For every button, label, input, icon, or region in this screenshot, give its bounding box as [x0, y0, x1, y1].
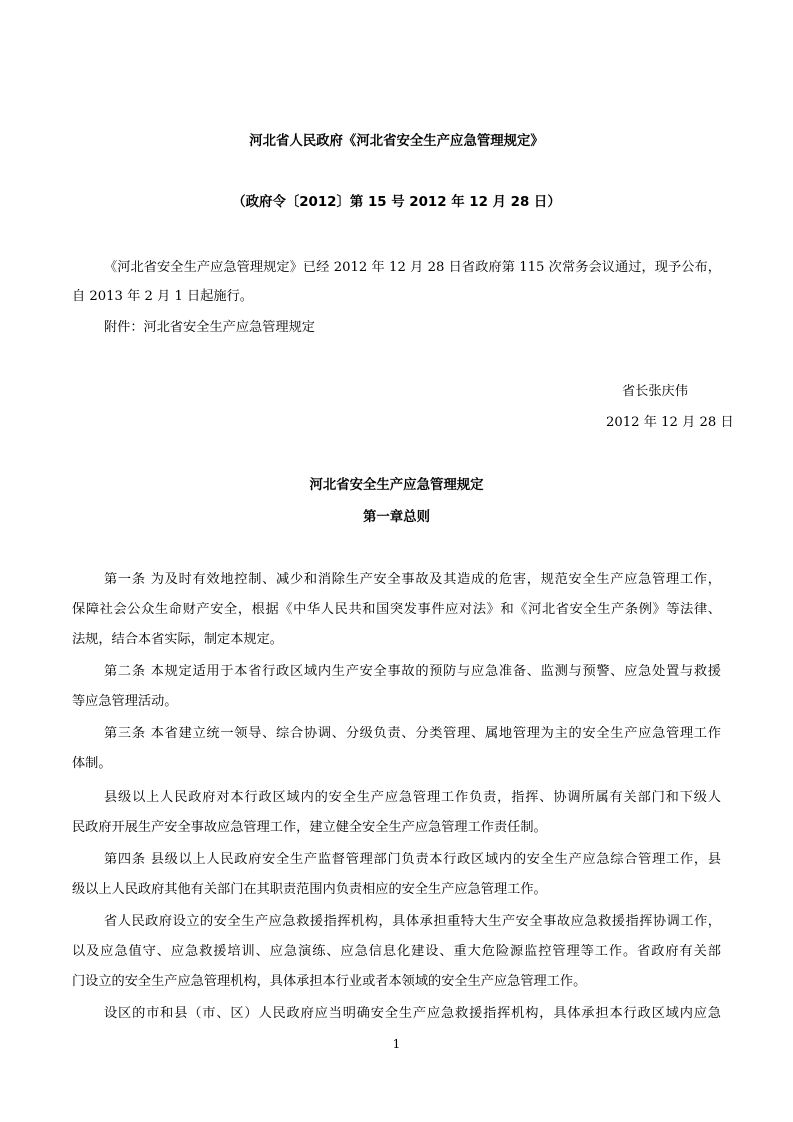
signer-name: 省长张庆伟 [622, 384, 688, 399]
article-3-para-2-line-1: 县级以上人民政府对本行政区域内的安全生产应急管理工作负责，指挥、协调所属有关部门和下级人 [104, 790, 721, 805]
order-number-line: （政府令〔2012〕第 15 号 2012 年 12 月 28 日） [232, 195, 561, 210]
page-number: 1 [392, 1037, 401, 1051]
article-3-para-2-line-2: 民政府开展生产安全事故应急管理工作，建立健全安全生产应急管理工作责任制。 [72, 820, 547, 835]
article-1-line-1: 第一条 为及时有效地控制、减少和消除生产安全事故及其造成的危害，规范安全生产应急管理工作， [104, 572, 721, 587]
document-title: 河北省人民政府《河北省安全生产应急管理规定》 [249, 134, 544, 149]
article-4-para-2-line-3: 门设立的安全生产应急管理机构，具体承担本行业或者本领域的安全生产应急管理工作。 [72, 974, 587, 989]
article-3-line-1: 第三条 本省建立统一领导、综合协调、分级负责、分类管理、属地管理为主的安全生产应急管理工作 [104, 726, 721, 741]
article-4-line-2: 级以上人民政府其他有关部门在其职责范围内负责相应的安全生产应急管理工作。 [72, 882, 547, 897]
article-1-line-3: 法规，结合本省实际，制定本规定。 [72, 632, 283, 647]
rules-title: 河北省安全生产应急管理规定 [309, 478, 484, 493]
intro-line-1: 《河北省安全生产应急管理规定》已经 2012 年 12 月 28 日省政府第 115 次常务会议通过，现予公布， [104, 260, 721, 275]
article-3-line-2: 体制。 [72, 756, 112, 771]
article-1-line-2: 保障社会公众生命财产安全，根据《中华人民共和国突发事件应对法》和《河北省安全生产条例》等法律、 [72, 602, 721, 617]
article-2-line-2: 等应急管理活动。 [72, 694, 178, 709]
intro-line-2: 自 2013 年 2 月 1 日起施行。 [72, 289, 253, 304]
article-4-line-1: 第四条 县级以上人民政府安全生产监督管理部门负责本行政区域内的安全生产应急综合管理工作，县 [104, 852, 721, 867]
chapter-title: 第一章总则 [363, 510, 430, 525]
article-2-line-1: 第二条 本规定适用于本省行政区域内生产安全事故的预防与应急准备、监测与预警、应急处置与救援 [104, 664, 721, 679]
attachment-line: 附件：河北省安全生产应急管理规定 [104, 320, 315, 335]
article-4-para-2-line-2: 以及应急值守、应急救援培训、应急演练、应急信息化建设、重大危险源监控管理等工作。省政府有关部 [72, 944, 721, 959]
sign-date: 2012 年 12 月 28 日 [606, 415, 734, 430]
article-4-para-2-line-1: 省人民政府设立的安全生产应急救援指挥机构，具体承担重特大生产安全事故应急救援指挥协调工作， [104, 914, 721, 929]
article-4-para-3-line-1: 设区的市和县（市、区）人民政府应当明确安全生产应急救援指挥机构，具体承担本行政区域内应急 [104, 1006, 721, 1021]
